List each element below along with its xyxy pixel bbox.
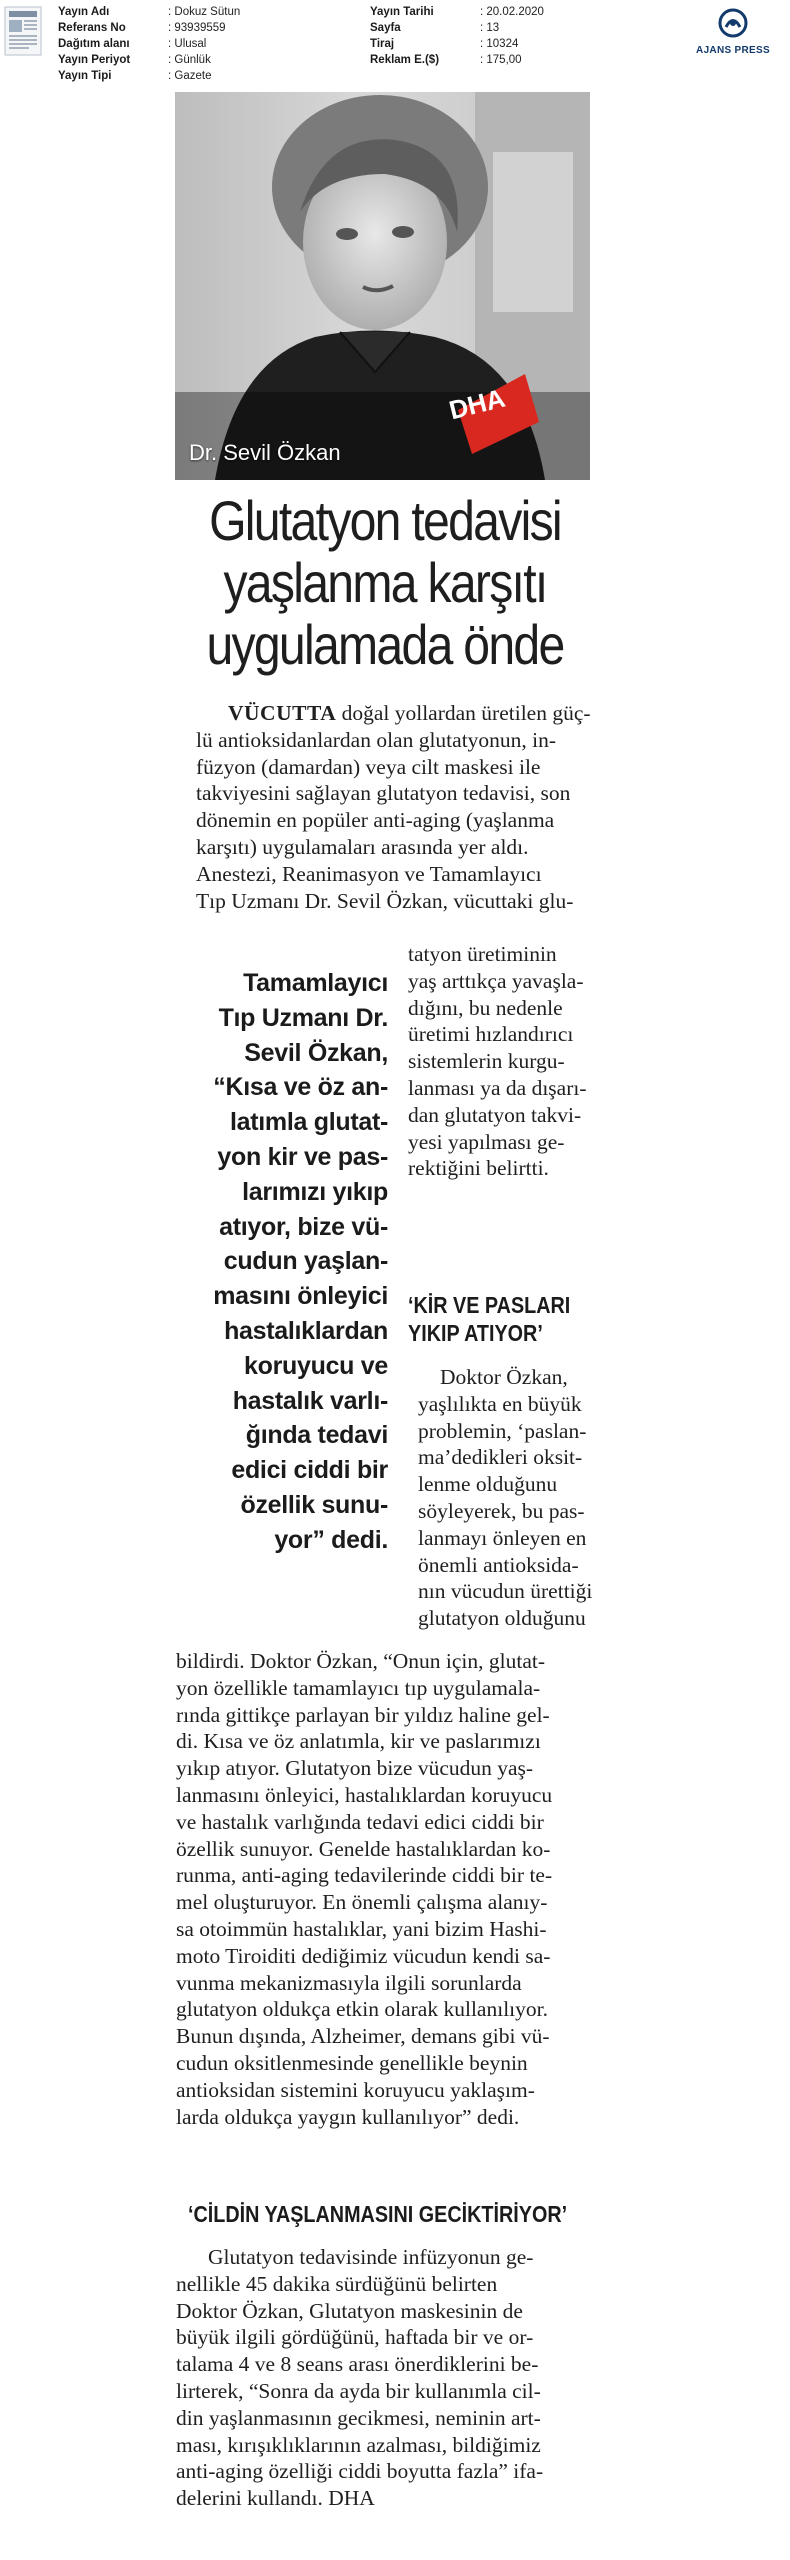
photo-caption: Dr. Sevil Özkan: [189, 440, 341, 465]
intro-line: karşıtı) uygulamaları arasında yer aldı.: [196, 834, 529, 859]
intro-line: takviyesini sağlayan glutatyon tedavisi, son: [196, 781, 571, 806]
body-line: yaşlılıkta en büyük: [418, 1391, 582, 1416]
ajans-press-emblem-icon: [718, 8, 748, 38]
intro-line: Tıp Uzmanı Dr. Sevil Özkan, vücuttaki glu-: [196, 888, 574, 913]
body-line: din yaşlanmasının gecikmesi, neminin art-: [176, 2405, 541, 2430]
body-line: rında gittikçe parlayan bir yıldız haline gel-: [176, 1702, 550, 1727]
body-line: ve hastalık varlığında tedavi edici ciddi bir: [176, 1809, 544, 1834]
body-line: yesi yapılması ge-: [408, 1129, 565, 1154]
body-line: yon özellikle tamamlayıcı tıp uygulamala-: [176, 1675, 541, 1700]
body-line: rektiğini belirtti.: [408, 1156, 549, 1181]
pull-quote-line: larımızı yıkıp: [242, 1177, 388, 1206]
dha-badge: DHA: [445, 382, 508, 425]
body-line: tatyon üretiminin: [408, 942, 557, 966]
metadata-left: [58, 4, 240, 84]
body-line: Glutatyon tedavisinde infüzyonun ge-: [208, 2245, 534, 2269]
body-line: yaş arttıkça yavaşla-: [408, 968, 584, 993]
meta-row-referans-no: Referans No : 93939559: [58, 22, 226, 34]
body-line: büyük ilgili gördüğünü, haftada bir ve or-: [176, 2325, 534, 2350]
intro-line: dönemin en popüler anti-aging (yaşlanma: [196, 808, 555, 833]
meta-row-tiraj: Tiraj : 10324: [370, 38, 519, 50]
body-line: anti-aging özelliği ciddi boyutta fazla” ifa-: [176, 2459, 544, 2484]
meta-row-yayin-tipi: Yayın Tipi : Gazete: [58, 70, 212, 82]
meta-row-yayin-adi: Yayın Adı : Dokuz Sütun: [58, 6, 241, 18]
final-paragraph: [176, 2244, 636, 2512]
body-line: lanmayı önleyen en: [418, 1525, 587, 1550]
body-line: üretimi hızlandırıcı: [408, 1022, 574, 1047]
pull-quote-line: yon kir ve pas-: [217, 1142, 388, 1171]
intro-paragraph: [196, 700, 616, 914]
subheading-kir-ve-paslari: [408, 1291, 570, 1347]
body-line: di. Kısa ve öz anlatımla, kir ve paslarımızı: [176, 1729, 541, 1754]
meta-row-dagitim-alani: Dağıtım alanı : Ulusal: [58, 38, 207, 50]
body-line: runma, anti-aging tedavilerinde ciddi bir te-: [176, 1863, 553, 1888]
meta-row-sayfa: Sayfa : 13: [370, 22, 500, 34]
pull-quote-line: latımla glutat-: [229, 1108, 388, 1137]
body-line: cudun oksitlenmesinde genellikle beynin: [176, 2050, 528, 2075]
subheading-line: ‘KİR VE PASLARI: [408, 1292, 571, 1318]
meta-row-yayin-periyot: Yayın Periyot : Günlük: [58, 54, 211, 66]
body-line: sistemlerin kurgu-: [408, 1049, 565, 1074]
pull-quote-line: “Kısa ve öz an-: [213, 1073, 388, 1102]
metadata-right: [370, 4, 544, 68]
newspaper-icon: [4, 6, 42, 56]
body-line: ması, kırışıklıklarının azalması, bildiğimiz: [176, 2432, 541, 2457]
body-line: delerini kullandı. DHA: [176, 2486, 375, 2511]
clipping-header: [0, 0, 790, 88]
intro-line: Anestezi, Reanimasyon ve Tamamlayıcı: [196, 861, 542, 886]
body-line: antioksidan sistemini koruyucu yaklaşım-: [176, 2077, 535, 2102]
body-line: problemin, ‘paslan-: [418, 1418, 587, 1443]
pull-quote-line: cudun yaşlan-: [223, 1247, 388, 1276]
body-line: lenme olduğunu: [418, 1472, 558, 1497]
body-line: talama 4 ve 8 seans arası önerdiklerini be-: [176, 2352, 539, 2377]
body-line: dan glutatyon takvi-: [408, 1102, 582, 1127]
body-line: söyleyerek, bu pas-: [418, 1498, 585, 1523]
meta-row-reklam: Reklam E.($) : 175,00: [370, 54, 522, 66]
body-line: lirterek, “Sonra da ayda bir kullanımla cil-: [176, 2378, 541, 2403]
pull-quote-line: atıyor, bize vü-: [219, 1212, 388, 1241]
headline-line: uygulamada önde: [206, 613, 564, 676]
body-line: lanmasını önleyici, hastalıklardan koruyucu: [176, 1782, 553, 1807]
main-body: [176, 1648, 636, 2130]
intro-lead-word: VÜCUTTA: [228, 701, 337, 725]
subheading-cildin-yaslanmasi: ‘CİLDİN YAŞLANMASINI GECİKTİRİYOR’: [188, 2201, 568, 2227]
pull-quote-line: hastalık varlı-: [232, 1386, 388, 1415]
portrait-illustration: [175, 92, 590, 480]
pull-quote-line: ğında tedavi: [245, 1421, 388, 1450]
intro-line: füzyon (damardan) veya cilt maskesi ile: [196, 754, 541, 779]
pull-quote-line: hastalıklardan: [224, 1316, 388, 1345]
article-photo: [175, 92, 590, 480]
body-line: önemli antioksida-: [418, 1552, 579, 1577]
body-line: ma’dedikleri oksit-: [418, 1445, 583, 1470]
body-line: dığını, bu nedenle: [408, 995, 563, 1020]
body-line: glutatyon olduğunu: [418, 1606, 586, 1631]
body-line: larda oldukça yaygın kullanılıyor” dedi.: [176, 2104, 520, 2129]
pull-quote-line: yor” dedi.: [274, 1525, 388, 1554]
headline-line: Glutatyon tedavisi: [209, 489, 561, 552]
body-line: Bunun dışında, Alzheimer, demans gibi vü-: [176, 2024, 550, 2049]
headline: [174, 490, 595, 676]
body-line: nın vücudun ürettiği: [418, 1579, 593, 1604]
body-line: sa otoimmün hastalıklar, yani bizim Hashi-: [176, 1916, 547, 1941]
pull-quote-line: masını önleyici: [213, 1282, 388, 1311]
pull-quote-line: koruyucu ve: [244, 1351, 388, 1380]
body-line: bildirdi. Doktor Özkan, “Onun için, glutat-: [176, 1649, 546, 1673]
pull-quote-line: özellik sunu-: [240, 1490, 388, 1519]
body-line: nellikle 45 dakika sürdüğünü belirten: [176, 2271, 498, 2296]
body-line: lanması ya da dışarı-: [408, 1075, 587, 1100]
body-line: vunma mekanizmasıyla ilgili sorunlarda: [176, 1970, 522, 1995]
body-line: moto Tiroiditi dediğimiz vücudun kendi sa-: [176, 1943, 551, 1968]
headline-line: yaşlanma karşıtı: [223, 551, 547, 614]
ajans-press-text: AJANS PRESS: [696, 45, 770, 56]
right-column-continuation: [408, 941, 638, 1182]
intro-first-line: VÜCUTTA doğal yollardan üretilen güç-: [228, 701, 591, 725]
pull-quote-line: Tamamlayıcı: [243, 969, 388, 997]
body-line: özellik sunuyor. Genelde hastalıklardan ko-: [176, 1836, 551, 1861]
pull-quote: [176, 966, 388, 1558]
meta-row-yayin-tarihi: Yayın Tarihi : 20.02.2020: [370, 6, 544, 18]
body-line: glutatyon oldukça etkin olarak kullanılıyor.: [176, 1997, 548, 2022]
pull-quote-line: edici ciddi bir: [231, 1456, 388, 1485]
subheading-line: YIKIP ATIYOR’: [408, 1320, 543, 1346]
body-line: Doktor Özkan, Glutatyon maskesinin de: [176, 2298, 523, 2323]
body-line: Doktor Özkan,: [440, 1365, 568, 1389]
right-column-paragraph: [418, 1364, 638, 1632]
body-line: mel oluşturuyor. En önemli çalışma alanıy-: [176, 1890, 548, 1915]
body-line: yıkıp atıyor. Glutatyon bize vücudun yaş-: [176, 1756, 534, 1781]
pull-quote-line: Sevil Özkan,: [244, 1038, 388, 1067]
pull-quote-line: Tıp Uzmanı Dr.: [218, 1003, 388, 1032]
intro-line: lü antioksidanlardan olan glutatyonun, in-: [196, 727, 557, 752]
ajans-press-logo: [688, 8, 778, 56]
